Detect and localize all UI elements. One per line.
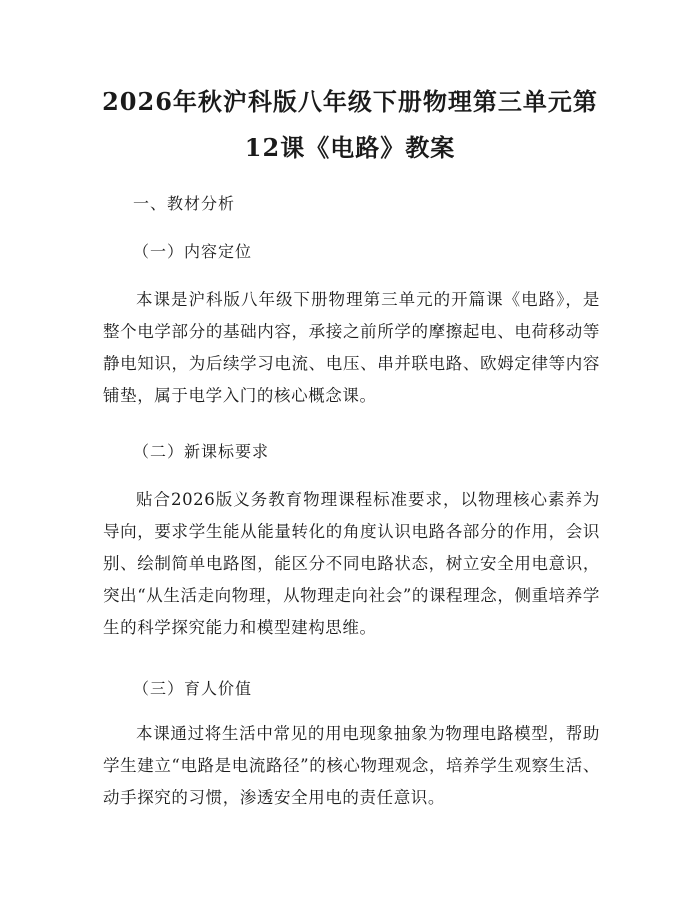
paragraph-content-positioning: 本课是沪科版八年级下册物理第三单元的开篇课《电路》，是整个电学部分的基础内容，承接之前所学的摩擦起电、电荷移动等静电知识，为后续学习电流、电压、串并联电路、欧姆定律等内容铺垫，属于电学入门的核心概念课。 (103, 290, 600, 405)
paragraph-educational-value: 本课通过将生活中常见的用电现象抽象为物理电路模型，帮助学生建立“电路是电流路径”的核心物理观念，培养学生观察生活、动手探究的习惯，渗透安全用电的责任意识。 (103, 724, 600, 807)
paragraph-curriculum-requirements: 贴合2026版义务教育物理课程标准要求，以物理核心素养为导向，要求学生能从能量转化的角度认识电路各部分的作用，会识别、绘制简单电路图，能区分不同电路状态，树立安全用电意识，突出“从生活走向物理，从物理走向社会”的课程理念，侧重培养学生的科学探究能力和模型建构思维。 (103, 490, 600, 637)
subsection-heading-educational-value: （三）育人价值 (133, 679, 253, 698)
subsection-heading-content-positioning: （一）内容定位 (133, 242, 253, 261)
section-heading-textbook-analysis: 一、教材分析 (133, 194, 236, 213)
subsection-heading-curriculum-requirements: （二）新课标要求 (133, 442, 270, 461)
document-title-line-2: 12课《电路》教案 (244, 133, 456, 162)
document-title-line-1: 2026年秋沪科版八年级下册物理第三单元第 (102, 87, 598, 116)
